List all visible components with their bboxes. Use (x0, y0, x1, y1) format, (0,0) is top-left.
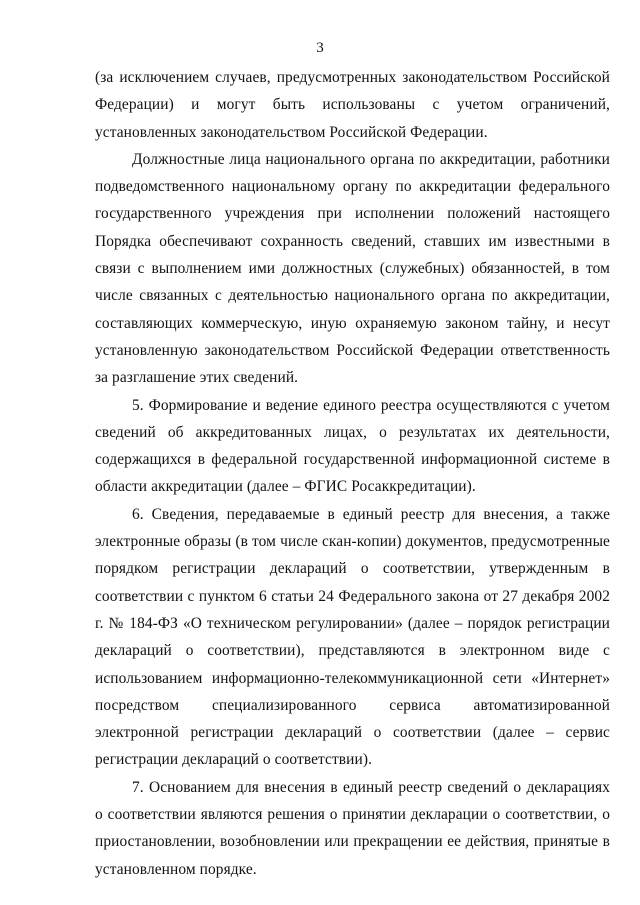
page-number: 3 (316, 40, 324, 56)
paragraph-item-5: 5. Формирование и ведение единого реестра осуществляются с учетом сведений об аккредитованных лицах, о результатах их деятельности, содержащихся в федеральной государственной информационной системе в области аккредитации (далее – ФГИС Росаккредитации). (95, 396, 610, 496)
paragraph-item-6: 6. Сведения, передаваемые в единый реестр для внесения, а также электронные образы (в том числе скан-копии) документов, предусмотренные порядком регистрации деклараций о соответствии, утвержденным в соответствии с пунктом 6 статьи 24 Федерального закона от 27 декабря 2002 г. № 184-ФЗ «О техническом регулировании» (далее – порядок регистрации деклараций о соответствии), представляются в электронном виде с использованием информационно-телекоммуникационной сети «Интернет» посредством специализированного сервиса автоматизированной электронной регистрации деклараций о соответствии (далее – сервис регистрации деклараций о соответствии). (95, 505, 610, 769)
document-body (95, 64, 610, 883)
paragraph-item-7: 7. Основанием для внесения в единый реестр сведений о декларациях о соответствии являются решения о принятии декларации о соответствии, о приостановлении, возобновлении или прекращении ее действия, принятые в установленном порядке. (95, 778, 610, 878)
paragraph-confidentiality: Должностные лица национального органа по аккредитации, работники подведомственного национальному органу по аккредитации федерального государственного учреждения при исполнении положений настоящего Порядка обеспечивают сохранность сведений, ставших им известными в связи с выполнением ими должностных (служебных) обязанностей, в том числе связанных с деятельностью национального органа по аккредитации, составляющих коммерческую, иную охраняемую законом тайну, и несут установленную законодательством Российской Федерации ответственность за разглашение этих сведений. (95, 150, 610, 387)
paragraph-continuation: (за исключением случаев, предусмотренных законодательством Российской Федерации) и могут быть использованы с учетом ограничений, установленных законодательством Российской Федерации. (95, 69, 610, 141)
